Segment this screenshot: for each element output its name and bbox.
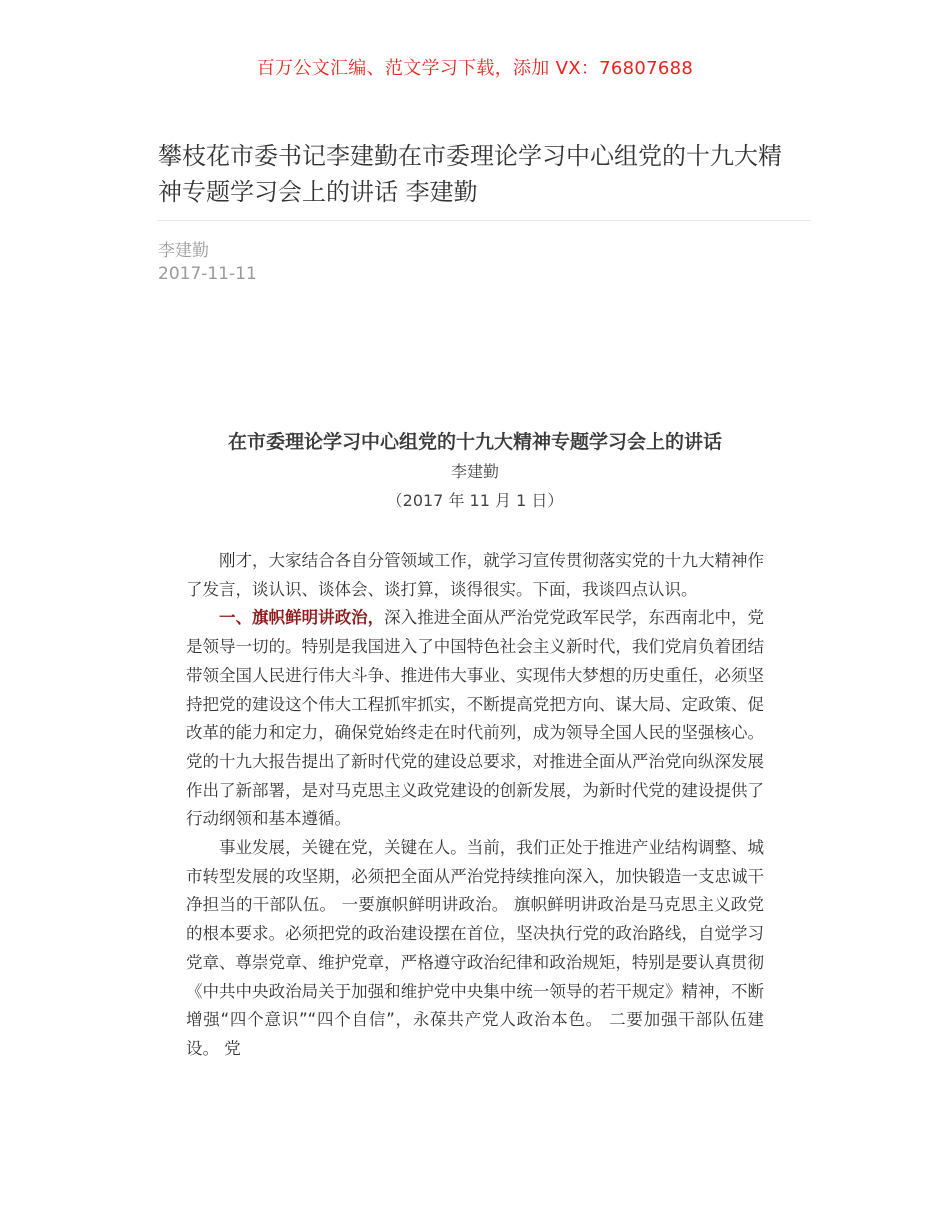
article-author: 李建勤 [158, 241, 209, 261]
article-meta [158, 240, 257, 286]
speech-date: （2017 年 11 月 1 日） [386, 491, 564, 510]
section-heading: 一、旗帜鲜明讲政治， [219, 608, 385, 628]
promo-banner: 百万公文汇编、范文学习下载，添加 VX：76807688 [256, 58, 694, 79]
section-one-text: 深入推进全面从严治党党政军民学，东西南北中，党是领导一切的。特别是我国进入了中国特色社会主义新时代，我们党肩负着团结带领全国人民进行伟大斗争、推进伟大事业、实现伟大梦想的历史重任，必须坚持把党的建设这个伟大工程抓牢抓实，不断提高党把方向、谋大局、定政策、促改革的能力和定力，确保党始终走在时代前列，成为领导全国人民的坚强核心。党的十九大报告提出了新时代党的建设总要求，对推进全面从严治党向纵深发展作出了新部署，是对马克思主义政党建设的创新发展，为新时代党的建设提供了行动纲领和基本遵循。 [186, 608, 764, 829]
speech-text [186, 547, 764, 1064]
paragraph-section-one [186, 604, 764, 834]
speech-author: 李建勤 [450, 462, 499, 481]
paragraph-intro: 刚才，大家结合各自分管领域工作，就学习宣传贯彻落实党的十九大精神作了发言，谈认识、谈体会、谈打算，谈得很实。下面，我谈四点认识。 [186, 551, 764, 599]
title-divider [158, 220, 810, 221]
article-title: 攀枝花市委书记李建勤在市委理论学习中心组党的十九大精神专题学习会上的讲话 李建勤 [158, 142, 782, 206]
paragraph-career: 事业发展，关键在党，关键在人。当前，我们正处于推进产业结构调整、城市转型发展的攻坚期，必须把全面从严治党持续推向深入，加快锻造一支忠诚干净担当的干部队伍。 一要旗帜鲜明讲政治。 旗帜鲜明讲政治是马克思主义政党的根本要求。必须把党的政治建设摆在首位，坚决执行党的政治路线，自觉学习党章、尊崇党章、维护党章，严格遵守政治纪律和政治规矩，特别是要认真贯彻《中共中央政治局关于加强和维护党中央集中统一领导的若干规定》精神，不断增强“四个意识”“四个自信”，永葆共产党人政治本色。 二要加强干部队伍建设。 党 [186, 838, 764, 1058]
speech-title: 在市委理论学习中心组党的十九大精神专题学习会上的讲话 [227, 431, 722, 453]
speech-body [186, 428, 764, 1064]
article-date: 2017-11-11 [158, 264, 257, 284]
